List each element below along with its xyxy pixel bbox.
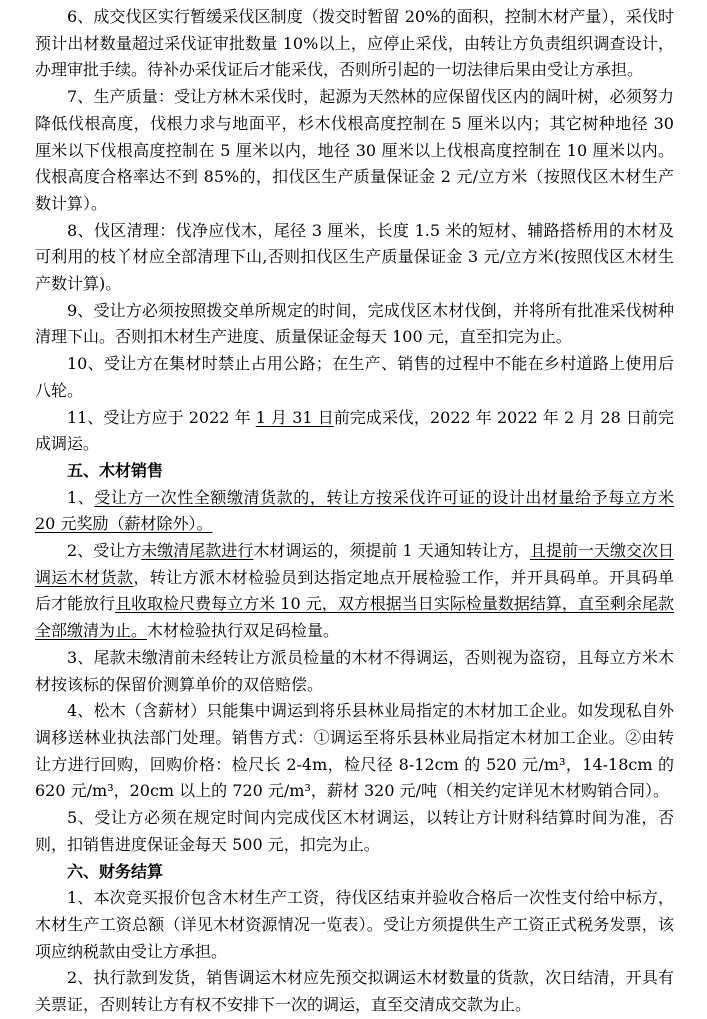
text-segment: 1、 [67,487,95,507]
underlined-text-segment: 1 月 31 日 [255,407,334,427]
text-segment: 五、木材销售 [67,460,164,480]
text-segment: 2、受让方 [67,541,142,561]
text-segment: 10、受让方在集材时禁止占用公路；在生产、销售的过程中不能在乡村道路上使用后八轮。 [35,354,674,400]
text-segment: 木材调运的，须提前 1 天通知转让方， [253,541,530,561]
paragraph [35,351,674,404]
paragraph [35,965,674,1018]
document-body [35,4,674,1019]
text-segment: 3、尾款未缴清前未经转让方派员检量的木材不得调运，否则视为盗窃，且每立方米木材按该标的保留价测算单价的双倍赔偿。 [35,647,674,694]
text-segment: 6、成交伐区实行暂缓采伐区制度（拨交时暂留 20%的面积，控制木材产量），采伐时预计出材数量超过采伐证审批数量 10%以上，应停止采伐，由转让方负责组织调查设计，办理审批手续。待补办采伐证后才能采伐，否则所引起的一切法律后果由受让方承担。 [35,7,674,80]
paragraph [35,4,674,84]
underlined-text-segment: 且提前一天缴交次日调运木材货款 [35,541,674,587]
paragraph [35,405,674,458]
paragraph [35,298,674,351]
text-segment: 前完成采伐，2022 年 2022 年 2 月 28 日前完成调运。 [35,407,674,454]
section-heading [35,859,674,886]
section-heading [35,458,674,485]
text-segment: 9、受让方必须按照拨交单所规定的时间，完成伐区木材伐倒，并将所有批准采伐树种清理下山。否则扣木材生产进度、质量保证金每天 100 元，直至扣完为止。 [35,300,674,347]
text-segment: ，转让方派木材检验员到达指定地点开展检验工作，并开具码单。开具码单后才能放行 [35,567,674,614]
underlined-text-segment: 且收取检尺费每立方米 10 元，双方根据当日实际检量数据结算，直至剩余尾款全部缴清为止。 [35,594,674,641]
paragraph [35,885,674,965]
paragraph [35,698,674,805]
text-segment: 5、受让方必须在规定时间内完成伐区木材调运，以转让方计财科结算时间为准，否则，扣销售进度保证金每天 500 元，扣完为止。 [35,808,674,854]
underlined-text-segment: 未缴清尾款进行 [141,541,254,561]
paragraph [35,805,674,858]
text-segment: 2、执行款到发货，销售调运木材应先预交拟调运木材数量的货款，次日结清，开具有关票证，否则转让方有权不安排下一次的调运，直至交清成交款为止。 [35,968,674,1015]
text-segment: 六、财务结算 [67,861,164,881]
text-segment: 木材检验执行双足码检量。 [147,621,340,641]
text-segment: 1、本次竞买报价包含木材生产工资，待伐区结束并验收合格后一次性支付给中标方，木材生产工资总额（详见木材资源情况一览表）。受让方须提供生产工资正式税务发票，该项应纳税款由受让方承担。 [35,888,674,961]
paragraph [35,538,674,645]
text-segment: 11、受让方应于 2022 年 [67,407,256,427]
paragraph [35,485,674,538]
underlined-text-segment: 受让方一次性全额缴清货款的，转让方按采伐许可证的设计出材量给予每立方米 20 元奖励（薪材除外）。 [35,487,674,534]
text-segment: 8、伐区清理：伐净应伐木，尾径 3 厘米，长度 1.5 米的短材、辅路搭桥用的木材及可利用的枝丫材应全部清理下山,否则扣伐区生产质量保证金 3 元/立方米(按照伐区木材生产数计算)。 [35,220,674,294]
text-segment: 7、生产质量：受让方林木采伐时，起源为天然林的应保留伐区内的阔叶树，必须努力降低伐根高度，伐根力求与地面平，杉木伐根高度控制在 5 厘米以内；其它树种地径 30 厘米以下伐根高度控制在 5 厘米以内，地径 30 厘米以上伐根高度控制在 10 厘米以内。伐根高度合格率达不到 85%的，扣伐区生产质量保证金 2 元/立方米（按照伐区木材生产数计算）。 [35,87,674,213]
paragraph [35,84,674,218]
paragraph [35,645,674,698]
text-segment: 4、松木（含薪材）只能集中调运到将乐县林业局指定的木材加工企业。如发现私自外调移送林业执法部门处理。销售方式：①调运至将乐县林业局指定木材加工企业。②由转让方进行回购，回购价格：检尺长 2-4m，检尺径 8-12cm 的 520 元/m³，14-18cm 的 620 元/m³，20cm 以上的 720 元/m³，薪材 320 元/吨（相关约定详见木材购销合同）。 [35,701,674,801]
paragraph [35,218,674,298]
